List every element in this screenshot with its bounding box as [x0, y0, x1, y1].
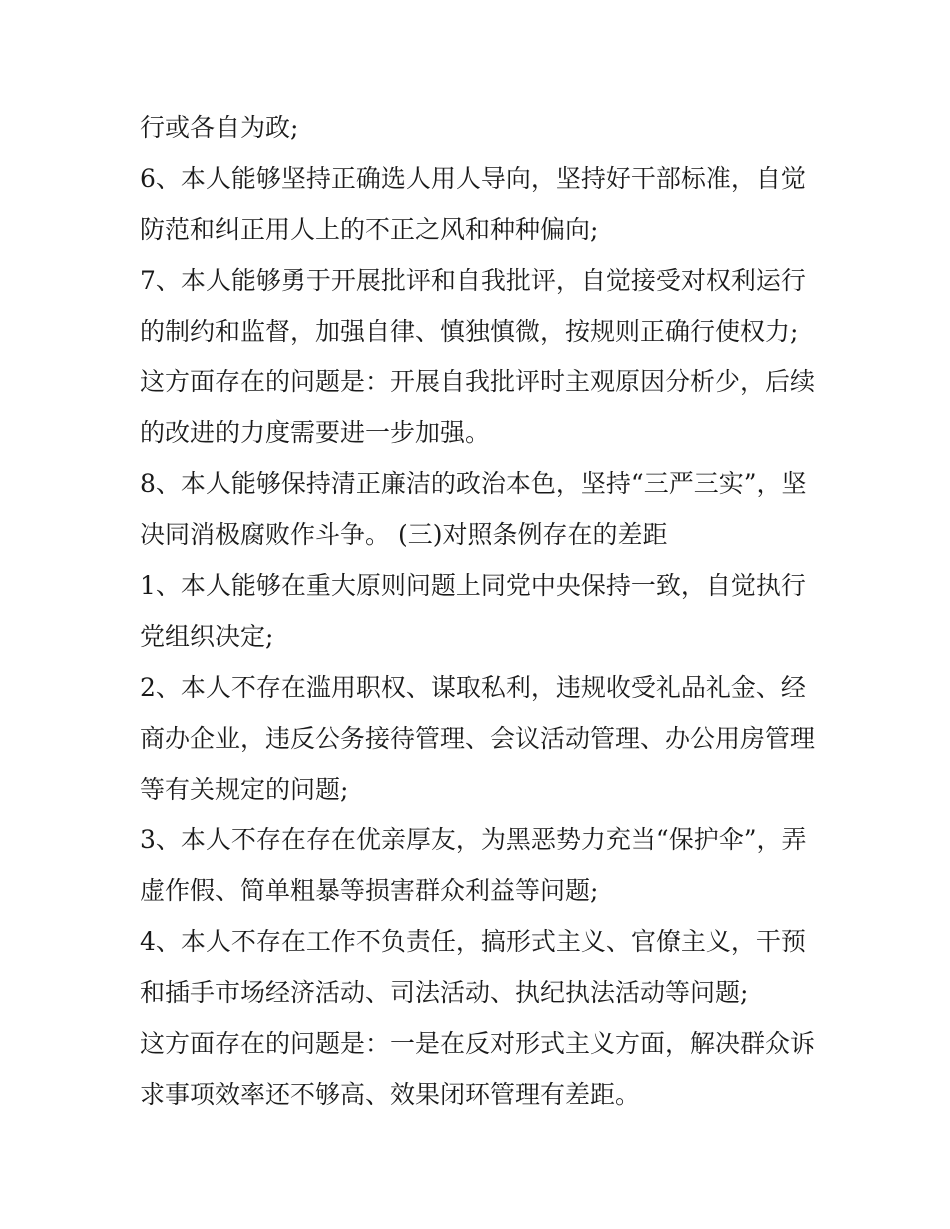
text-line: 决同消极腐败作斗争。 (三)对照条例存在的差距: [140, 520, 668, 550]
text-line: 和插手市场经济活动、司法活动、执纪执法活动等问题;: [140, 978, 749, 1008]
text-line: 6、本人能够坚持正确选人用人导向，坚持好干部标准，自觉: [140, 163, 806, 193]
text-line: 4、本人不存在工作不负责任，搞形式主义、官僚主义，干预: [140, 927, 806, 957]
text-line: 党组织决定;: [140, 621, 274, 651]
text-line: 这方面存在的问题是：开展自我批评时主观原因分析少，后续: [140, 367, 816, 397]
text-line: 3、本人不存在存在优亲厚友，为黑恶势力充当“保护伞”，弄: [140, 825, 807, 855]
text-line: 等有关规定的问题;: [140, 774, 349, 804]
text-line: 虚作假、简单粗暴等损害群众利益等问题;: [140, 876, 599, 906]
text-line: 求事项效率还不够高、效果闭环管理有差距。: [140, 1079, 641, 1109]
text-line: 的制约和监督，加强自律、慎独慎微，按规则正确行使权力;: [140, 316, 799, 346]
text-line: 7、本人能够勇于开展批评和自我批评，自觉接受对权利运行: [140, 265, 806, 295]
text-line: 这方面存在的问题是：一是在反对形式主义方面，解决群众诉: [140, 1029, 816, 1059]
text-line: 2、本人不存在滥用职权、谋取私利，违规收受礼品礼金、经: [140, 672, 806, 702]
text-line: 的改进的力度需要进一步加强。: [140, 418, 491, 448]
text-line: 行或各自为政;: [140, 113, 299, 142]
text-line: 商办企业，违反公务接待管理、会议活动管理、办公用房管理: [140, 723, 816, 753]
text-line: 防范和纠正用人上的不正之风和种种偏向;: [140, 214, 599, 244]
text-line: 8、本人能够保持清正廉洁的政治本色，坚持“三严三实”，坚: [140, 469, 807, 499]
document-body: [140, 103, 820, 1121]
text-line: 1、本人能够在重大原则问题上同党中央保持一致，自觉执行: [140, 571, 806, 601]
